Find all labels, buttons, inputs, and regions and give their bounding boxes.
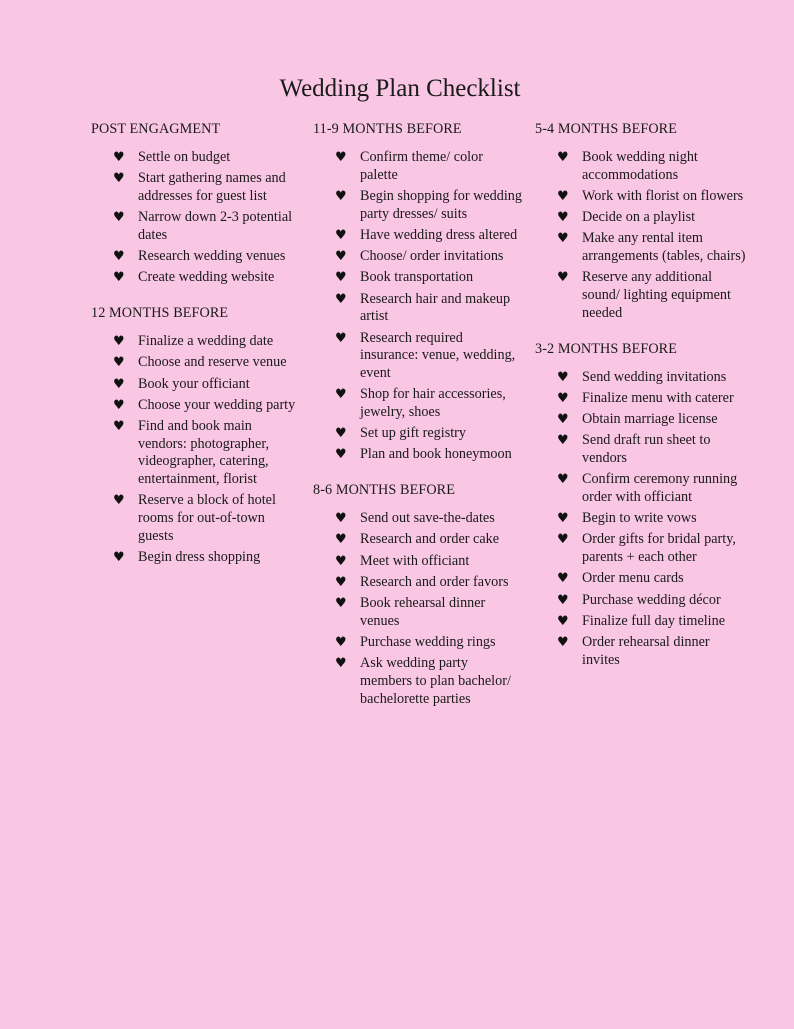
heart-icon: ♥ <box>335 426 347 442</box>
checklist-item <box>313 188 523 224</box>
heart-icon: ♥ <box>557 571 569 587</box>
checklist <box>535 369 750 670</box>
checklist-item <box>313 634 523 652</box>
section-heading: 3-2 MONTHS BEFORE <box>535 340 678 357</box>
section-heading: 11-9 MONTHS BEFORE <box>313 121 462 137</box>
heart-icon: ♥ <box>113 376 125 392</box>
checklist-item-text: Order gifts for bridal party, parents + each other <box>582 531 736 566</box>
checklist-item-text: Send wedding invitations <box>582 368 727 385</box>
heart-icon: ♥ <box>335 447 347 463</box>
heart-icon: ♥ <box>557 210 569 226</box>
checklist <box>313 149 523 464</box>
heart-icon: ♥ <box>113 210 125 226</box>
checklist-item <box>535 411 750 429</box>
heart-icon: ♥ <box>335 291 347 307</box>
heart-icon: ♥ <box>113 249 125 265</box>
checklist-item-text: Research required insurance: venue, wedding, event <box>360 329 516 382</box>
checklist-item-text: Settle on budget <box>138 149 231 165</box>
heart-icon: ♥ <box>113 150 125 165</box>
checklist-item <box>313 269 523 287</box>
checklist-item-text: Research wedding venues <box>138 248 286 265</box>
heart-icon: ♥ <box>335 532 347 548</box>
checklist-item <box>313 595 523 631</box>
checklist-item <box>91 170 301 206</box>
checklist-item <box>535 209 750 227</box>
heart-icon: ♥ <box>557 433 569 449</box>
checklist-item-text: Narrow down 2-3 potential dates <box>138 209 293 243</box>
heart-icon: ♥ <box>557 511 569 527</box>
heart-icon: ♥ <box>557 532 569 548</box>
heart-icon: ♥ <box>335 656 347 672</box>
checklist-item <box>313 248 523 266</box>
checklist-item-text: Purchase wedding décor <box>582 591 721 608</box>
checklist-item <box>535 471 750 507</box>
section-heading: 5-4 MONTHS BEFORE <box>535 121 678 137</box>
checklist-item <box>313 149 523 185</box>
checklist-item <box>91 376 301 394</box>
checklist-item-text: Begin shopping for wedding party dresses/ suits <box>360 187 522 222</box>
heart-icon: ♥ <box>335 188 347 204</box>
checklist-item-text: Choose and reserve venue <box>138 354 287 371</box>
checklist-item <box>313 510 523 528</box>
heart-icon: ♥ <box>335 574 347 590</box>
checklist-item <box>313 553 523 571</box>
checklist-item <box>535 149 750 185</box>
checklist-item <box>313 386 523 422</box>
checklist-item-text: Choose your wedding party <box>138 396 296 413</box>
checklist-item-text: Create wedding website <box>138 269 275 286</box>
checklist-item <box>313 446 523 464</box>
heart-icon: ♥ <box>335 330 347 346</box>
heart-icon: ♥ <box>335 150 347 165</box>
heart-icon: ♥ <box>557 150 569 165</box>
column-3 <box>535 120 750 687</box>
heart-icon: ♥ <box>335 387 347 403</box>
column-2 <box>313 120 523 726</box>
checklist-item <box>535 230 750 266</box>
heart-icon: ♥ <box>335 249 347 265</box>
checklist-item-text: Finalize full day timeline <box>582 612 726 629</box>
checklist-item-text: Plan and book honeymoon <box>360 446 512 463</box>
checklist-item-text: Research and order favors <box>360 573 509 590</box>
checklist-item <box>91 549 301 567</box>
heart-icon: ♥ <box>335 270 347 286</box>
checklist-item-text: Decide on a playlist <box>582 209 696 226</box>
checklist-item <box>313 574 523 592</box>
heart-icon: ♥ <box>113 171 125 187</box>
checklist-item-text: Have wedding dress altered <box>360 226 518 243</box>
checklist-item <box>91 269 301 287</box>
checklist-item-text: Book your officiant <box>138 375 250 392</box>
checklist-item <box>313 425 523 443</box>
heart-icon: ♥ <box>557 188 569 204</box>
checklist-item-text: Send draft run sheet to vendors <box>582 432 711 467</box>
heart-icon: ♥ <box>335 511 347 527</box>
checklist-item <box>313 227 523 245</box>
checklist <box>313 510 523 708</box>
checklist-item-text: Begin dress shopping <box>138 549 261 566</box>
heart-icon: ♥ <box>557 472 569 488</box>
checklist-item <box>91 248 301 266</box>
checklist-item <box>535 613 750 631</box>
heart-icon: ♥ <box>557 613 569 629</box>
heart-icon: ♥ <box>113 550 125 566</box>
checklist-item-text: Confirm theme/ color palette <box>360 149 483 183</box>
column-1 <box>91 120 301 584</box>
checklist-item-text: Find and book main vendors: photographer, videographer, catering, entertainment, florist <box>138 417 270 488</box>
checklist-item <box>535 432 750 468</box>
heart-icon: ♥ <box>113 418 125 434</box>
checklist-item <box>535 531 750 567</box>
heart-icon: ♥ <box>113 270 125 286</box>
heart-icon: ♥ <box>335 553 347 569</box>
heart-icon: ♥ <box>557 270 569 286</box>
checklist-item-text: Set up gift registry <box>360 425 466 442</box>
checklist-item-text: Begin to write vows <box>582 510 697 527</box>
heart-icon: ♥ <box>113 355 125 371</box>
section-heading: 8-6 MONTHS BEFORE <box>313 482 456 499</box>
checklist-item-text: Book wedding night accommodations <box>582 149 698 183</box>
checklist-item <box>91 397 301 415</box>
checklist-item <box>313 291 523 327</box>
heart-icon: ♥ <box>557 592 569 608</box>
checklist <box>91 149 301 287</box>
checklist-item <box>313 531 523 549</box>
checklist-item-text: Meet with officiant <box>360 552 470 569</box>
checklist-item <box>535 570 750 588</box>
checklist-item <box>535 634 750 670</box>
checklist-item <box>535 369 750 387</box>
checklist-item-text: Book rehearsal dinner venues <box>360 595 486 629</box>
checklist-item-text: Reserve any additional sound/ lighting equipment needed <box>582 269 731 321</box>
heart-icon: ♥ <box>113 493 125 509</box>
heart-icon: ♥ <box>335 596 347 612</box>
heart-icon: ♥ <box>557 635 569 650</box>
checklist-item-text: Research and order cake <box>360 531 500 548</box>
checklist-item-text: Reserve a block of hotel rooms for out-of-town guests <box>138 492 276 545</box>
checklist-item-text: Ask wedding party members to plan bachelor/ bachelorette parties <box>360 655 511 707</box>
checklist-item-text: Confirm ceremony running order with officiant <box>582 471 738 506</box>
checklist-item <box>535 269 750 322</box>
checklist-item <box>535 188 750 206</box>
section-heading: POST ENGAGMENT <box>91 121 221 137</box>
checklist-item-text: Book transportation <box>360 269 474 286</box>
checklist-item <box>91 149 301 167</box>
checklist-item <box>91 209 301 245</box>
checklist-item-text: Research hair and makeup artist <box>360 290 511 325</box>
checklist-item <box>91 492 301 545</box>
heart-icon: ♥ <box>335 635 347 650</box>
checklist-item <box>535 592 750 610</box>
heart-icon: ♥ <box>557 412 569 428</box>
checklist-item <box>91 333 301 351</box>
checklist-item-text: Make any rental item arrangements (tables, chairs) <box>582 230 746 265</box>
heart-icon: ♥ <box>335 227 347 243</box>
checklist-item <box>313 330 523 383</box>
checklist-item-text: Choose/ order invitations <box>360 248 504 265</box>
checklist-item-text: Shop for hair accessories, jewelry, shoes <box>360 386 506 421</box>
checklist-item-text: Order menu cards <box>582 570 684 587</box>
heart-icon: ♥ <box>113 334 125 350</box>
checklist-item <box>91 354 301 372</box>
checklist-item <box>91 418 301 489</box>
checklist-item-text: Order rehearsal dinner invites <box>582 634 710 668</box>
checklist-item-text: Obtain marriage license <box>582 411 718 428</box>
checklist-item-text: Start gathering names and addresses for guest list <box>138 170 286 204</box>
heart-icon: ♥ <box>557 390 569 406</box>
checklist-item-text: Finalize a wedding date <box>138 333 274 350</box>
checklist-item <box>535 390 750 408</box>
checklist <box>91 333 301 567</box>
heart-icon: ♥ <box>113 397 125 413</box>
heart-icon: ♥ <box>557 231 569 247</box>
checklist-item-text: Send out save-the-dates <box>360 510 495 527</box>
checklist-item <box>535 510 750 528</box>
page-title: Wedding Plan Checklist <box>279 75 521 102</box>
checklist-item-text: Purchase wedding rings <box>360 634 496 650</box>
checklist <box>535 149 750 323</box>
checklist-item-text: Finalize menu with caterer <box>582 389 734 406</box>
checklist-item <box>313 655 523 708</box>
heart-icon: ♥ <box>557 369 569 385</box>
section-heading: 12 MONTHS BEFORE <box>91 305 229 322</box>
checklist-item-text: Work with florist on flowers <box>582 187 744 204</box>
